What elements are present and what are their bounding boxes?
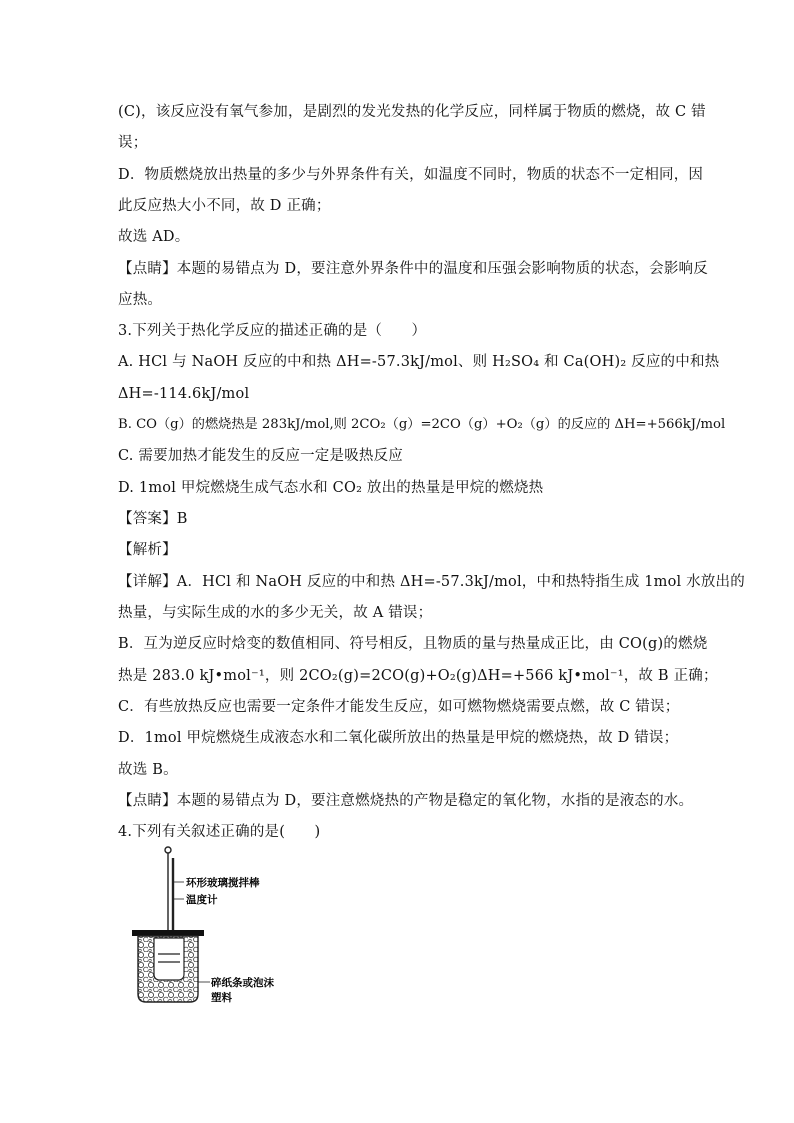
calorimeter-lid — [132, 930, 204, 936]
text-line: C．有些放热反应也需要一定条件才能发生反应，如可燃物燃烧需要点燃，故 C 错误； — [118, 699, 680, 715]
option-c: C. 需要加热才能发生的反应一定是吸热反应 — [118, 448, 403, 464]
answer: 【答案】B — [118, 511, 188, 527]
text-line: B．互为逆反应时焓变的数值相同、符号相反，且物质的量与热量成正比，由 CO(g)的燃烧 — [118, 636, 708, 652]
label-insulation: 碎纸条或泡沫 — [211, 977, 274, 989]
text-line: 【点睛】本题的易错点为 D，要注意燃烧热的产物是稳定的氧化物，水指的是液态的水。 — [118, 793, 694, 809]
text-line: 误； — [118, 135, 148, 151]
text-line: 故选 B。 — [118, 762, 178, 778]
option-a-cont: ΔH=-114.6kJ/mol — [118, 386, 250, 402]
inner-beaker — [154, 938, 184, 980]
label-thermometer: 温度计 — [186, 894, 218, 906]
text-line: D．1mol 甲烷燃烧生成液态水和二氧化碳所放出的热量是甲烷的燃烧热，故 D 错误； — [118, 730, 679, 746]
text-line: (C)，该反应没有氧气参加，是剧烈的发光发热的化学反应，同样属于物质的燃烧，故 C 错 — [118, 104, 706, 120]
calorimeter-diagram — [118, 842, 298, 1012]
question-title: 4.下列有关叙述正确的是( ) — [118, 824, 321, 840]
text-line: 此反应热大小不同，故 D 正确； — [118, 198, 331, 214]
text-line: D．物质燃烧放出热量的多少与外界条件有关，如温度不同时，物质的状态不一定相同，因 — [118, 167, 704, 183]
text-line: 热量，与实际生成的水的多少无关，故 A 错误； — [118, 605, 433, 621]
text-line: 【点睛】本题的易错点为 D，要注意外界条件中的温度和压强会影响物质的状态，会影响反 — [118, 261, 708, 277]
option-a: A. HCl 与 NaOH 反应的中和热 ΔH=-57.3kJ/mol、则 H₂SO₄ 和 Ca(OH)₂ 反应的中和热 — [118, 354, 720, 370]
text-line: 故选 AD。 — [118, 229, 190, 245]
label-insulation-cont: 塑料 — [211, 992, 232, 1004]
option-d: D. 1mol 甲烷燃烧生成气态水和 CO₂ 放出的热量是甲烷的燃烧热 — [118, 480, 544, 496]
text-line: 【详解】A．HCl 和 NaOH 反应的中和热 ΔH=-57.3kJ/mol，中和热特指生成 1mol 水放出的 — [118, 574, 745, 590]
analysis-heading: 【解析】 — [118, 542, 177, 558]
text-line: 应热。 — [118, 292, 163, 308]
question-title: 3.下列关于热化学反应的描述正确的是（ ） — [118, 323, 427, 339]
stirrer-handle-icon — [165, 847, 171, 853]
option-b: B. CO（g）的燃烧热是 283kJ/mol,则 2CO₂（g）=2CO（g）+O₂（g）的反应的 ΔH=+566kJ/mol — [118, 417, 726, 432]
text-line: 热是 283.0 kJ•mol⁻¹，则 2CO₂(g)=2CO(g)+O₂(g)ΔH=+566 kJ•mol⁻¹，故 B 正确； — [118, 668, 718, 684]
label-stirrer: 环形玻璃搅拌棒 — [186, 877, 260, 889]
